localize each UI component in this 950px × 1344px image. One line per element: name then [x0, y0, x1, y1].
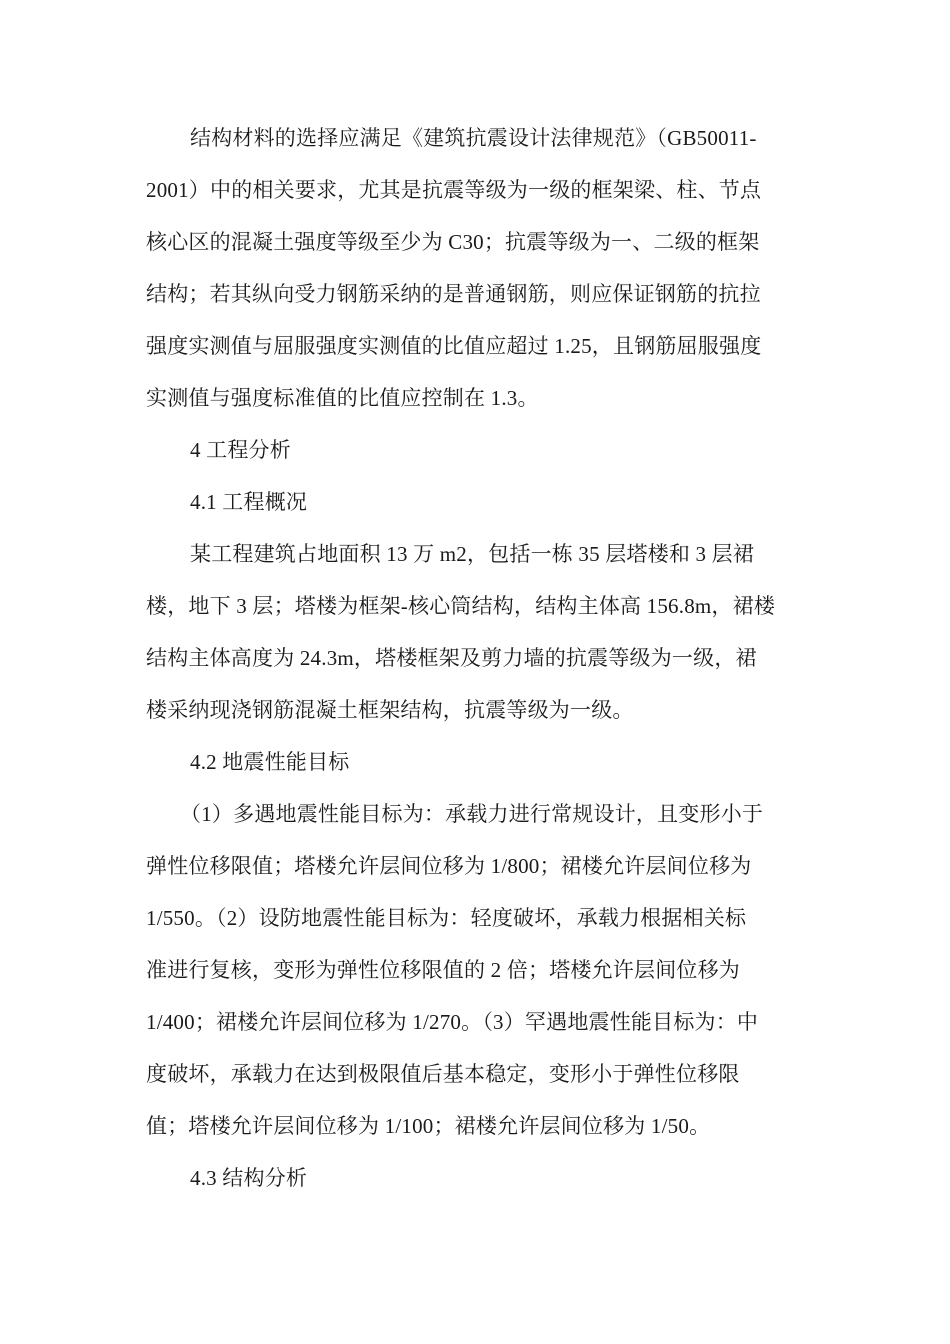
paragraph-line: 度破坏，承载力在达到极限值后基本稳定，变形小于弹性位移限 [146, 1062, 740, 1086]
paragraph-line: 值；塔楼允许层间位移为 1/100；裙楼允许层间位移为 1/50。 [146, 1114, 711, 1138]
section-heading: 4 工程分析 [190, 438, 291, 462]
paragraph-line: 结构；若其纵向受力钢筋采纳的是普通钢筋，则应保证钢筋的抗拉 [146, 282, 761, 306]
paragraph-line: 某工程建筑占地面积 13 万 m2，包括一栋 35 层塔楼和 3 层裙 [190, 542, 755, 566]
subsection-heading: 4.1 工程概况 [190, 490, 308, 514]
paragraph-line: 结构主体高度为 24.3m，塔楼框架及剪力墙的抗震等级为一级，裙 [146, 646, 757, 670]
paragraph-line: 结构材料的选择应满足《建筑抗震设计法律规范》（GB50011- [190, 126, 757, 150]
paragraph-line: 楼采纳现浇钢筋混凝土框架结构，抗震等级为一级。 [146, 698, 634, 722]
paragraph-line: （1）多遇地震性能目标为：承载力进行常规设计，且变形小于 [180, 802, 764, 826]
paragraph-line: 实测值与强度标准值的比值应控制在 1.3。 [146, 386, 539, 410]
paragraph-line: 准进行复核，变形为弹性位移限值的 2 倍；塔楼允许层间位移为 [146, 958, 740, 982]
subsection-heading: 4.2 地震性能目标 [190, 750, 350, 774]
paragraph-line: 楼，地下 3 层；塔楼为框架-核心筒结构，结构主体高 156.8m，裙楼 [146, 594, 776, 618]
subsection-heading: 4.3 结构分析 [190, 1166, 308, 1190]
paragraph-line: 1/400；裙楼允许层间位移为 1/270。（3）罕遇地震性能目标为：中 [146, 1010, 759, 1034]
paragraph-line: 强度实测值与屈服强度实测值的比值应超过 1.25，且钢筋屈服强度 [146, 334, 762, 358]
paragraph-line: 弹性位移限值；塔楼允许层间位移为 1/800；裙楼允许层间位移为 [146, 854, 752, 878]
paragraph-line: 2001）中的相关要求，尤其是抗震等级为一级的框架梁、柱、节点 [146, 178, 762, 202]
paragraph-line: 1/550。（2）设防地震性能目标为：轻度破坏，承载力根据相关标 [146, 906, 747, 930]
paragraph-line: 核心区的混凝土强度等级至少为 C30；抗震等级为一、二级的框架 [146, 230, 760, 254]
